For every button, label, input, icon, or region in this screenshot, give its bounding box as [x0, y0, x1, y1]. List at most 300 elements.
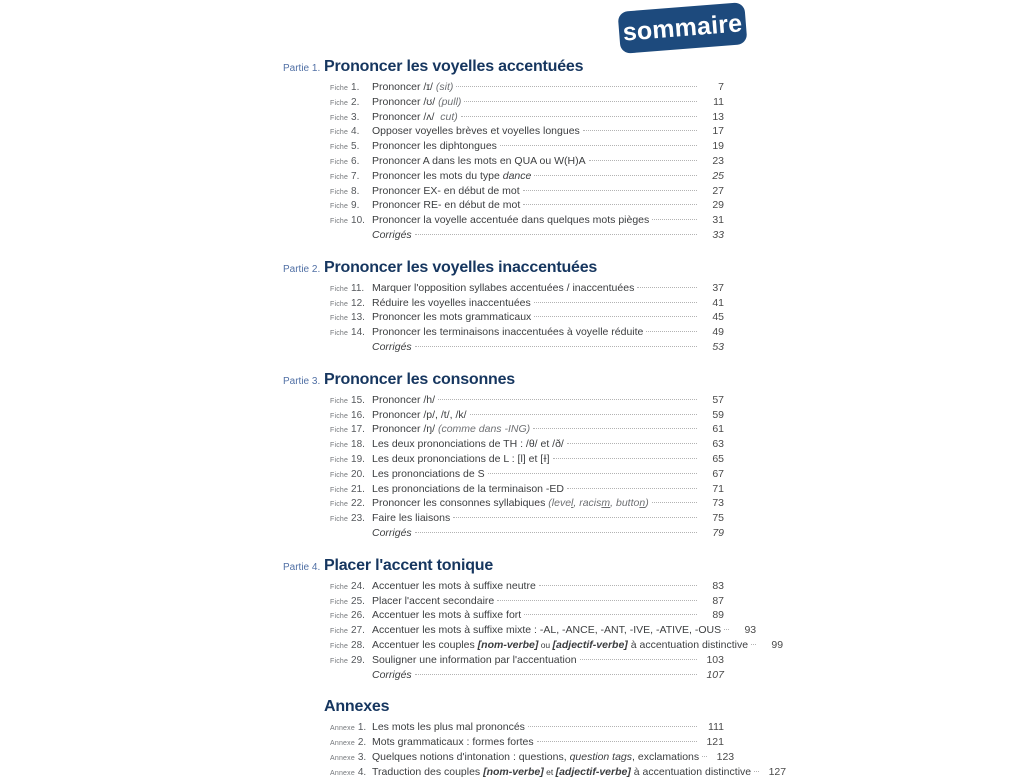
toc-entry [283, 199, 724, 214]
section-title: Placer l'accent tonique [324, 556, 494, 574]
page-number: 99 [771, 638, 784, 651]
toc-entry [283, 438, 724, 453]
dot-leader [523, 204, 697, 205]
section-heading [283, 259, 724, 279]
entry-label-num: 27. [351, 625, 365, 637]
dot-leader [415, 674, 697, 675]
entry-label-word: Fiche [330, 330, 349, 338]
dot-leader [470, 414, 697, 415]
section-title: Annexes [324, 698, 390, 716]
section-heading [283, 371, 724, 391]
entry-label-word: Fiche [330, 427, 349, 435]
entry-title [372, 595, 494, 607]
entry-label-num: 29. [351, 654, 365, 666]
title-segment: Les deux prononciations de TH : /θ/ et /ð/ [372, 438, 564, 451]
dot-leader [652, 502, 697, 503]
title-segment: Prononcer RE- en début de mot [372, 199, 521, 212]
toc-entry [283, 512, 724, 527]
toc-entry [283, 423, 724, 438]
title-segment: Souligner une information par l'accentuation [372, 653, 577, 666]
entry-title [372, 282, 634, 294]
title-segment: ) [645, 497, 649, 510]
entry-label-word: Fiche [330, 99, 349, 107]
title-segment: [adjectif-verbe] [552, 638, 628, 651]
page-number: 53 [712, 340, 724, 353]
entry-title [372, 580, 536, 592]
entry-label-word: Annexe [330, 725, 355, 733]
entry-label [330, 311, 372, 323]
page-number: 121 [706, 736, 724, 749]
entry-label-num: 17. [351, 424, 365, 436]
dot-leader [464, 101, 697, 102]
page-number: 25 [712, 169, 724, 182]
entry-label-word: Fiche [330, 300, 349, 308]
dot-leader [438, 399, 697, 400]
entry-label-word: Fiche [330, 285, 349, 293]
toc-entry [283, 81, 724, 96]
entry-label [330, 394, 372, 406]
title-segment: , racis [573, 497, 602, 510]
page-number: 79 [712, 526, 724, 539]
entry-label [330, 81, 372, 93]
dot-leader [646, 331, 697, 332]
entry-list [283, 721, 787, 780]
title-segment: Mots grammaticaux : formes fortes [372, 736, 534, 749]
entry-label [330, 609, 372, 621]
entry-title [372, 654, 577, 666]
dot-leader [523, 190, 697, 191]
toc-entry [283, 111, 724, 126]
entry-label [330, 140, 372, 152]
toc-entry [283, 409, 724, 424]
title-segment: Prononcer les mots du type [372, 169, 503, 182]
title-segment: (sit) [435, 81, 454, 93]
entry-label-word: Fiche [330, 583, 349, 591]
dot-leader [534, 302, 697, 303]
entry-label-num: 21. [351, 483, 365, 495]
toc-entry [283, 311, 724, 326]
title-segment: (pull) [438, 95, 462, 108]
entry-label [330, 580, 372, 592]
entry-label-num: 20. [351, 468, 365, 480]
title-segment: Placer l'accent secondaire [372, 594, 495, 607]
title-segment: , exclamations [632, 750, 700, 763]
toc-entry [283, 468, 724, 483]
entry-label [330, 155, 372, 167]
dot-leader [724, 629, 729, 630]
entry-label [330, 468, 372, 480]
entry-label [330, 654, 372, 666]
toc-entry [283, 497, 724, 512]
page-number: 45 [712, 311, 724, 324]
dot-leader [537, 741, 697, 742]
toc [283, 58, 787, 780]
section-heading [283, 58, 724, 78]
toc-entry [283, 394, 724, 409]
page-number: 123 [716, 750, 735, 763]
entry-title [372, 751, 699, 763]
dot-leader [580, 659, 697, 660]
entry-title [372, 438, 564, 450]
toc-entry [283, 669, 724, 684]
entry-label-num: 13. [351, 312, 365, 324]
entry-label [330, 282, 372, 294]
dot-leader [652, 219, 697, 220]
toc-entry [283, 527, 724, 542]
entry-list [283, 282, 724, 356]
entry-label [330, 497, 372, 509]
toc-entry [283, 96, 724, 111]
entry-label-num: 7. [351, 170, 360, 182]
dot-leader [637, 287, 697, 288]
entry-title [372, 669, 412, 681]
entry-title [372, 497, 649, 509]
part-label: Partie 4. [283, 561, 321, 573]
title-segment: Prononcer /p/, /t/, /k/ [372, 408, 467, 421]
title-segment: Prononcer /h/ [372, 393, 436, 406]
page-number: 17 [712, 125, 724, 138]
entry-label-num: 18. [351, 439, 365, 451]
entry-label-word: Fiche [330, 501, 349, 509]
page-number: 65 [712, 452, 724, 465]
entry-title [372, 81, 453, 93]
section-title: Prononcer les consonnes [324, 370, 516, 388]
entry-title [372, 229, 412, 241]
entry-title [372, 140, 497, 152]
entry-label-word: Fiche [330, 628, 349, 636]
title-segment: à accentuation distinctive [627, 638, 749, 651]
entry-title [372, 639, 748, 651]
toc-entry [283, 125, 724, 140]
entry-label [330, 483, 372, 495]
part-label: Partie 3. [283, 375, 321, 387]
entry-title [372, 394, 435, 406]
title-segment: Corrigés [372, 526, 412, 539]
sommaire-banner [618, 2, 748, 54]
dot-leader [415, 346, 697, 347]
entry-label [330, 96, 372, 108]
page-number: 19 [712, 140, 724, 153]
entry-label-num: 1. [357, 722, 367, 734]
entry-label [330, 453, 372, 465]
page-number: 75 [712, 512, 724, 525]
toc-entry [283, 185, 724, 200]
title-segment: dance [502, 169, 532, 182]
dot-leader [461, 116, 697, 117]
title-segment: m [601, 497, 611, 510]
toc-entry [283, 580, 724, 595]
toc-entry [283, 326, 724, 341]
page-number: 93 [744, 624, 757, 637]
page-number: 37 [712, 281, 724, 294]
entry-label [330, 409, 372, 421]
entry-label-word: Fiche [330, 144, 349, 152]
entry-label-num: 10. [351, 215, 365, 227]
entry-label [330, 125, 372, 137]
toc-entry [283, 609, 724, 624]
title-segment: Prononcer /ɪ/ [372, 81, 436, 93]
entry-label-word: Fiche [330, 158, 349, 166]
toc-entry [283, 155, 724, 170]
dot-leader [497, 600, 697, 601]
entry-label-word: Fiche [330, 642, 349, 650]
entry-title [372, 453, 550, 465]
title-segment: Les prononciations de S [372, 467, 485, 480]
title-segment: Corrigés [372, 668, 412, 681]
toc-entry [283, 140, 724, 155]
dot-leader [754, 771, 759, 772]
entry-label-word: Annexe [330, 754, 355, 762]
section-title: Prononcer les voyelles inaccentuées [324, 258, 598, 276]
toc-entry [283, 170, 724, 185]
title-segment: Quelques notions d'intonation : questions, [372, 750, 570, 763]
entry-label-num: 4. [357, 766, 367, 778]
page-number: 29 [712, 199, 724, 212]
toc-section [283, 371, 724, 542]
entry-label-num: 2. [351, 96, 360, 108]
entry-list [283, 81, 724, 244]
toc-entry [283, 229, 724, 244]
title-segment: à accentuation distinctive [630, 765, 752, 778]
entry-label [330, 111, 372, 123]
entry-label [330, 512, 372, 524]
dot-leader [456, 86, 697, 87]
dot-leader [528, 726, 697, 727]
entry-list [283, 579, 784, 684]
title-segment: Traduction des couples [372, 765, 484, 778]
title-segment: Les deux prononciations de L : [l] et [ɫ] [372, 452, 550, 465]
entry-label-word: Fiche [330, 203, 349, 211]
page-number: 49 [712, 326, 724, 339]
section-title: Prononcer les voyelles accentuées [324, 58, 584, 75]
entry-label-word: Fiche [330, 516, 349, 524]
title-segment: Prononcer /ŋ/ [372, 423, 438, 436]
toc-section [283, 556, 784, 684]
dot-leader [567, 488, 697, 489]
part-label: Partie 1. [283, 63, 321, 74]
dot-leader [583, 130, 697, 131]
dot-leader [539, 585, 697, 586]
entry-label-num: 26. [351, 610, 365, 622]
entry-title [372, 609, 521, 621]
page-number: 103 [706, 653, 724, 666]
toc-entry [283, 624, 757, 639]
entry-label-num: 8. [351, 185, 360, 197]
page-number: 31 [712, 214, 724, 227]
dot-leader [702, 756, 707, 757]
toc-entry [283, 341, 724, 356]
title-segment: Accentuer les mots à suffixe mixte : -AL, -ANCE, -ANT, -IVE, -ATIVE, -OUS [372, 624, 722, 637]
entry-label [330, 423, 372, 435]
entry-title [372, 199, 520, 211]
entry-title [372, 483, 564, 495]
toc-entry [283, 595, 724, 610]
dot-leader [751, 644, 756, 645]
entry-label-num: 6. [351, 155, 360, 167]
dot-leader [589, 160, 697, 161]
title-segment: Marquer l'opposition syllabes accentuées / inaccentuées [372, 281, 635, 294]
entry-title [372, 185, 520, 197]
title-segment: Corrigés [372, 228, 412, 241]
entry-label-num: 22. [351, 498, 365, 510]
title-segment: (comme dans -ING) [437, 423, 531, 436]
page-number: 67 [712, 467, 724, 480]
entry-label-word: Fiche [330, 486, 349, 494]
dot-leader [533, 428, 697, 429]
toc-section [283, 58, 724, 244]
entry-label [330, 766, 372, 778]
entry-label [330, 595, 372, 607]
entry-title [372, 96, 461, 108]
entry-label-word: Fiche [330, 188, 349, 196]
section-heading [283, 698, 724, 718]
entry-label [330, 736, 372, 748]
toc-entry [283, 483, 724, 498]
dot-leader [534, 175, 697, 176]
entry-label [330, 639, 372, 651]
entry-label [330, 751, 372, 763]
title-segment: Accentuer les mots à suffixe neutre [372, 579, 536, 592]
entry-title [372, 311, 531, 323]
dot-leader [524, 614, 697, 615]
page-number: 41 [712, 296, 724, 309]
entry-label-word: Fiche [330, 218, 349, 226]
page-number: 11 [713, 95, 724, 108]
entry-label-num: 3. [357, 751, 367, 763]
entry-title [372, 155, 586, 167]
title-segment: , butto [610, 497, 640, 510]
page-number: 7 [718, 81, 724, 93]
dot-leader [415, 532, 697, 533]
entry-label-num: 9. [351, 200, 360, 212]
title-segment: Opposer voyelles brèves et voyelles longues [372, 125, 580, 138]
page-number: 27 [712, 184, 724, 197]
title-segment: Accentuer les couples [372, 638, 478, 651]
title-segment: l [571, 497, 574, 510]
title-segment: Prononcer les consonnes syllabiques [372, 497, 549, 510]
entry-label-num: 25. [351, 595, 365, 607]
sommaire-banner-label: sommaire [621, 8, 744, 47]
entry-title [372, 721, 525, 733]
page-number: 13 [712, 110, 724, 123]
entry-title [372, 624, 721, 636]
entry-label [330, 185, 372, 197]
entry-label-num: 23. [351, 513, 365, 525]
entry-title [372, 111, 458, 123]
entry-label-word: Fiche [330, 397, 349, 405]
page-number: 83 [712, 579, 724, 592]
toc-entry [283, 721, 724, 736]
page-number: 87 [712, 594, 724, 607]
entry-label-word: Fiche [330, 129, 349, 137]
entry-label [330, 438, 372, 450]
title-segment: [nom-verbe] [477, 638, 539, 651]
entry-label-num: 3. [351, 111, 360, 123]
entry-title [372, 125, 580, 137]
entry-label-word: Fiche [330, 412, 349, 420]
part-label: Partie 2. [283, 263, 321, 275]
dot-leader [453, 517, 697, 518]
toc-entry [283, 214, 724, 229]
toc-section [283, 259, 724, 356]
dot-leader [553, 458, 697, 459]
page-number: 33 [712, 228, 724, 241]
entry-label [330, 326, 372, 338]
title-segment: ou [538, 639, 553, 650]
entry-label-word: Fiche [330, 85, 349, 92]
title-segment: et [543, 766, 556, 777]
entry-label-word: Fiche [330, 456, 349, 464]
page-number: 61 [712, 423, 724, 436]
title-segment: Prononcer EX- en début de mot [372, 184, 520, 197]
dot-leader [534, 316, 697, 317]
title-segment: Prononcer les terminaisons inaccentuées à voyelle réduite [372, 326, 644, 339]
entry-label-num: 2. [357, 737, 367, 749]
title-segment: Prononcer A dans les mots en QUA ou W(H)A [372, 154, 586, 167]
entry-label-word: Fiche [330, 471, 349, 479]
entry-label-num: 16. [351, 409, 365, 421]
entry-title [372, 736, 534, 748]
entry-label-num: 15. [351, 394, 365, 406]
entry-title [372, 341, 412, 353]
page-number: 107 [706, 668, 724, 681]
entry-title [372, 512, 450, 524]
entry-label-word: Fiche [330, 442, 349, 450]
entry-label [330, 199, 372, 211]
toc-entry [283, 750, 735, 766]
entry-label-word: Fiche [330, 173, 349, 181]
entry-title [372, 170, 531, 182]
entry-label-num: 4. [351, 126, 360, 138]
dot-leader [415, 234, 697, 235]
title-segment: question tags [569, 750, 633, 763]
title-segment: Prononcer /ʌ/ [372, 110, 441, 123]
title-segment: Les mots les plus mal prononcés [372, 721, 525, 734]
page-number: 71 [712, 482, 724, 495]
toc-entry [283, 453, 724, 468]
section-heading [283, 557, 724, 577]
entry-label-word: Fiche [330, 598, 349, 606]
entry-label-num: 12. [351, 297, 365, 309]
entry-label [330, 624, 372, 636]
entry-label-word: Annexe [330, 740, 355, 748]
entry-title [372, 297, 531, 309]
dot-leader [500, 145, 697, 146]
entry-label-num: 24. [351, 580, 365, 592]
title-segment: Réduire les voyelles inaccentuées [372, 296, 531, 309]
entry-title [372, 409, 467, 421]
entry-title [372, 423, 530, 435]
page-number: 63 [712, 438, 724, 451]
title-segment: n [639, 497, 646, 510]
entry-title [372, 468, 485, 480]
toc-entry [283, 638, 784, 654]
entry-label [330, 170, 372, 182]
title-segment: cut) [440, 110, 458, 123]
entry-label-num: 28. [351, 639, 365, 651]
entry-label-word: Fiche [330, 613, 349, 621]
title-segment: Prononcer les mots grammaticaux [372, 311, 532, 324]
title-segment: Corrigés [372, 340, 412, 353]
entry-title [372, 326, 643, 338]
entry-list [283, 394, 724, 542]
title-segment: Prononcer les diphtongues [372, 140, 497, 153]
toc-entry [283, 654, 724, 669]
dot-leader [567, 443, 697, 444]
entry-title [372, 527, 412, 539]
entry-label-num: 19. [351, 453, 365, 465]
entry-label-word: Fiche [330, 657, 349, 665]
